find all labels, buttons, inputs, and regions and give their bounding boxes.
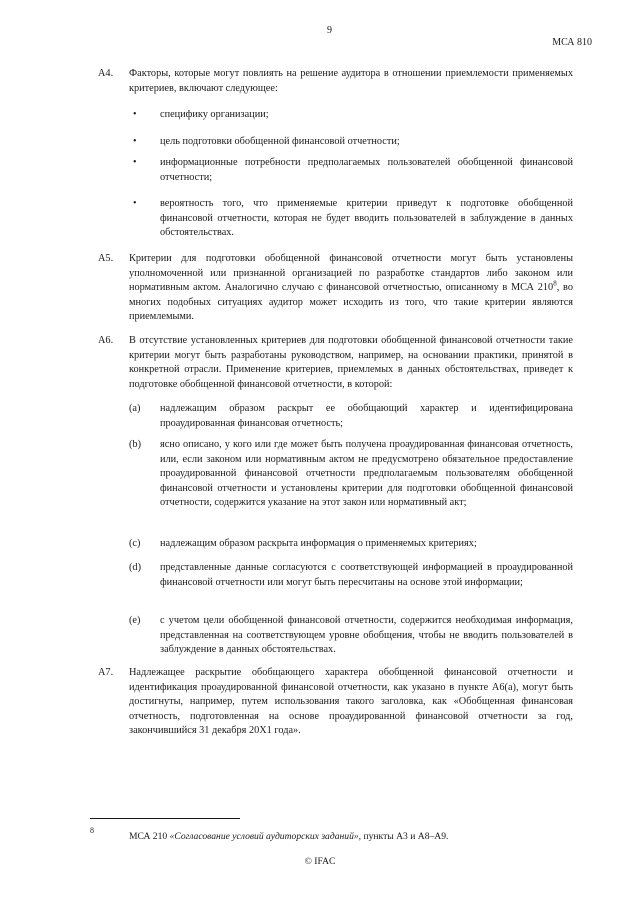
bullet-text: цель подготовки обобщенной финансовой отчетности; — [160, 136, 400, 147]
paragraph-a6 — [129, 334, 573, 392]
list-item-text: ясно описано, у кого или где может быть получена проаудированная финансовая отчетность, или, если законом или нормативным актом не предусмотрено обязательное предоставление проаудированной финансовой отчетности предполагаемым пользователям обобщенной финансовой отчетности и установлены критерии для подготовки обобщенной финансовой отчетности, содержится указание на этот закон или нормативный акт; — [160, 439, 573, 509]
paragraph-a5 — [129, 252, 573, 325]
bullet-item — [160, 156, 573, 185]
paragraph-a7-text: Надлежащее раскрытие обобщающего характера обобщенной финансовой отчетности и идентификация проаудированной финансовой отчетности, как указано в пункте A6(a), могут быть достигнуты, например, путем использования такого заголовка, как «Обобщенная финансовая отчетность, подготовленная на основе проаудированной финансовой отчетности за год, закончившийся 31 декабря 20X1 года». — [129, 667, 573, 737]
paragraph-label-a5: A5. — [98, 253, 114, 264]
list-item-label: (c) — [129, 538, 141, 549]
paragraph-a5-text-after: , во многих подобных ситуациях аудитор может исходить из того, что такие критерии являются приемлемыми. — [129, 282, 573, 323]
list-item — [160, 537, 573, 552]
footnote-text — [129, 830, 448, 845]
list-item-text: представленные данные согласуются с соответствующей информацией в проаудированной финансовой отчетности или могут быть пересчитаны на основе этой информации; — [160, 562, 573, 588]
bullet-marker: • — [133, 157, 137, 168]
paragraph-a5-text-before: Критерии для подготовки обобщенной финансовой отчетности могут быть установлены уполномоченной или признанной организацией по разработке стандартов либо законом или нормативным актом. Аналогично случаю с финансовой отчетностью, описанному в МСА 210 — [129, 253, 573, 294]
list-item-text: надлежащим образом раскрыта информация о применяемых критериях; — [160, 538, 477, 549]
list-item-label: (e) — [129, 615, 141, 626]
bullet-marker: • — [133, 136, 137, 147]
bullet-text: информационные потребности предполагаемых пользователей обобщенной финансовой отчетности; — [160, 157, 573, 183]
bullet-text: вероятность того, что применяемые критерии приведут к подготовке обобщенной финансовой отчетности, которая не будет вводить пользователей в заблуждение в данных обстоятельствах. — [160, 198, 573, 239]
footnote-number: 8 — [90, 826, 94, 835]
footnote-prefix: МСА 210 — [129, 831, 170, 842]
bullet-marker: • — [133, 198, 137, 209]
bullet-item — [160, 197, 573, 241]
footnote-suffix: , пункты A3 и A8–A9. — [358, 831, 449, 842]
list-item-label: (d) — [129, 562, 142, 573]
bullet-item — [160, 135, 573, 150]
list-item — [160, 614, 573, 658]
footnote-title: «Согласование условий аудиторских заданий» — [169, 831, 359, 842]
paragraph-label-a6: A6. — [98, 335, 114, 346]
document-code: МСА 810 — [552, 37, 592, 48]
list-item-text: надлежащим образом раскрыт ее обобщающий характер и идентифицирована проаудированная финансовая отчетность; — [160, 403, 573, 429]
bullet-item — [160, 108, 573, 123]
page-number: 9 — [327, 25, 332, 36]
paragraph-a6-text: В отсутствие установленных критериев для подготовки обобщенной финансовой отчетности такие критерии могут быть разработаны руководством, например, на основании практики, принятой в конкретной отрасли. Применение критериев, приемлемых в данных обстоятельствах, приведет к подготовке обобщенной финансовой отчетности, в которой: — [129, 335, 573, 390]
bullet-marker: • — [133, 109, 137, 120]
paragraph-label-a4: A4. — [98, 68, 114, 79]
bullet-text: специфику организации; — [160, 109, 269, 120]
footnote-reference[interactable]: 8 — [553, 279, 557, 288]
list-item — [160, 402, 573, 431]
copyright: © IFAC — [304, 856, 336, 867]
paragraph-a7 — [129, 666, 573, 739]
list-item-label: (a) — [129, 403, 141, 414]
footnote-divider — [90, 818, 240, 819]
paragraph-label-a7: A7. — [98, 667, 114, 678]
list-item-text: с учетом цели обобщенной финансовой отчетности, содержится необходимая информация, представленная на соответствующем уровне обобщения, чтобы не вводить пользователей в заблуждение в данных обстоятельствах. — [160, 615, 573, 656]
paragraph-a4-text: Факторы, которые могут повлиять на решение аудитора в отношении приемлемости применяемых критериев, включают следующее: — [129, 68, 573, 94]
paragraph-a4 — [129, 67, 573, 96]
list-item — [160, 561, 573, 590]
list-item-label: (b) — [129, 439, 142, 450]
list-item — [160, 438, 573, 511]
